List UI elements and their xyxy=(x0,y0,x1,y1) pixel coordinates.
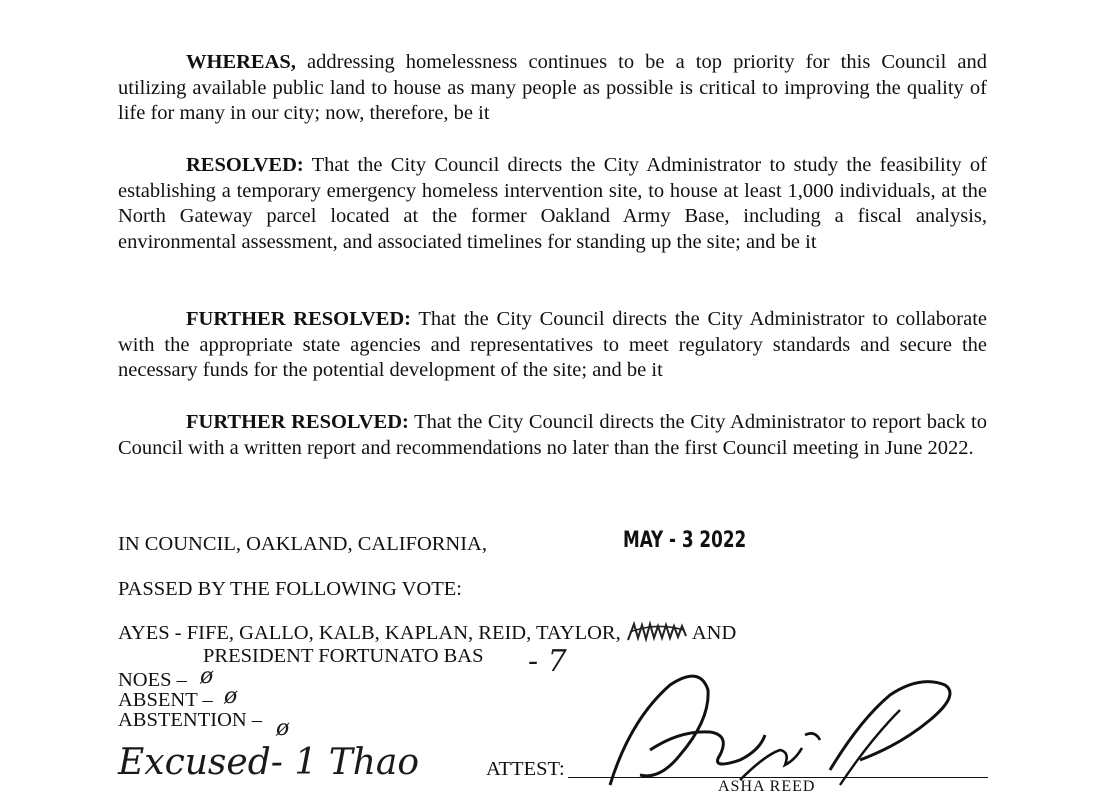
ayes-label: AYES - xyxy=(118,622,182,644)
further-resolved-text-2: That the City Council directs the City Administrator to report back to Council with a written report and recommendations no later than the first Council meeting in June 2022. xyxy=(118,411,988,459)
further-resolved-lead-2: FURTHER RESOLVED: xyxy=(186,411,409,433)
resolved-lead: RESOLVED: xyxy=(186,154,304,176)
resolved-text: That the City Council directs the City Administrator to study the feasibility of establishing a temporary emergency homeless intervention site, to house at least 1,000 individuals, at the North Gateway parcel located at the former Oakland Army Base, including a fiscal analysis, environmental assessment, and associated timelines for standing up the site; and be it xyxy=(118,154,987,253)
abstention-label: ABSTENTION – xyxy=(118,709,263,731)
handwritten-absent-value: ø xyxy=(224,684,238,709)
handwritten-ayes-count: - 7 xyxy=(528,644,567,679)
whereas-lead: WHEREAS, xyxy=(186,51,296,73)
clerk-signature xyxy=(590,660,970,790)
ayes-members: FIFE, GALLO, KALB, KAPLAN, REID, TAYLOR, xyxy=(186,622,621,644)
further-resolved-paragraph-2 xyxy=(118,410,987,461)
further-resolved-paragraph-1 xyxy=(118,307,987,384)
handwritten-abstention-value: ø xyxy=(276,716,290,741)
resolved-paragraph xyxy=(118,153,987,255)
absent-label: ABSENT – xyxy=(118,689,213,711)
handwritten-noes-value: ø xyxy=(200,664,214,689)
attest-label: ATTEST: xyxy=(486,758,565,780)
whereas-paragraph xyxy=(118,50,987,127)
noes-label: NOES – xyxy=(118,669,187,691)
date-stamp: MAY - 3 2022 xyxy=(623,528,747,553)
handwritten-excused-note: Excused- 1 Thao xyxy=(118,742,420,783)
further-resolved-text-1: That the City Council directs the City Administrator to collaborate with the appropriate state agencies and representatives to meet regulatory standards and secure the necessary funds for the potential development of the site; and be it xyxy=(118,308,987,382)
further-resolved-lead-1: FURTHER RESOLVED: xyxy=(186,308,411,330)
clerk-name-partial: ASHA REED xyxy=(718,778,816,795)
ayes-and: AND xyxy=(691,622,737,644)
passed-vote-line: PASSED BY THE FOLLOWING VOTE: xyxy=(118,578,462,600)
struck-name xyxy=(626,625,688,643)
ayes-president: PRESIDENT FORTUNATO BAS xyxy=(203,645,484,667)
council-location-line: IN COUNCIL, OAKLAND, CALIFORNIA, xyxy=(118,533,487,555)
whereas-text: addressing homelessness continues to be a top priority for this Council and utilizing available public land to house as many people as possible is critical to improving the quality of life for many in our city; now, therefore, be it xyxy=(118,51,987,125)
